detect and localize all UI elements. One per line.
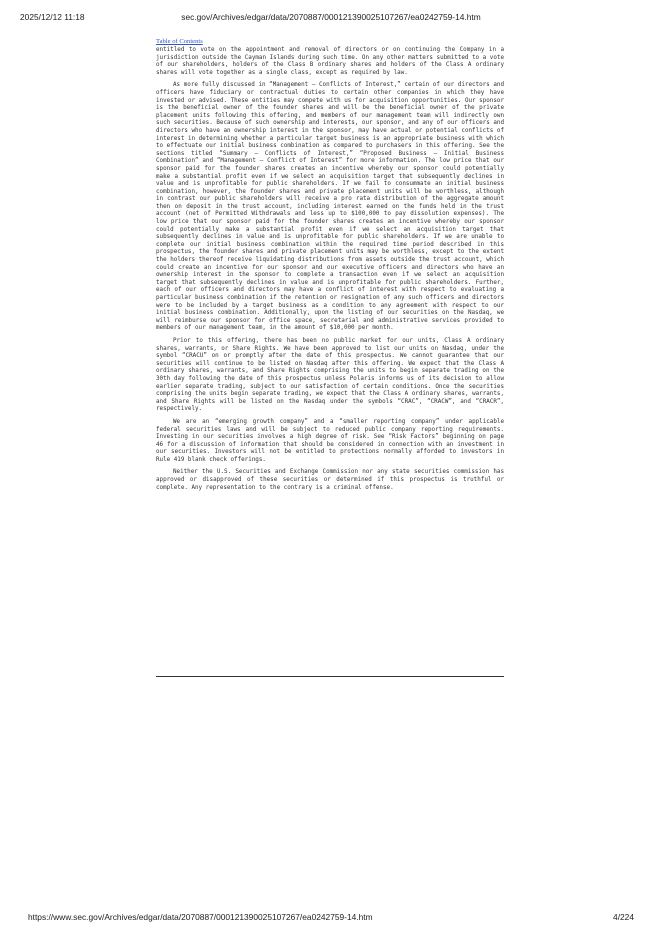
paragraph-emerging-growth: We are an “emerging growth company” and a “smaller reporting company” under applicable federal securities laws and will be subject to reduced public company reporting requirements. Investing in our securities involves a high degree of risk. See “Risk Factors” beginning on page 46 for a discussion of information that should be considered in connection with an investment in our securities. Investors will not be entitled to protections normally afforded to investors in Rule 419 blank check offerings. <box>156 418 504 463</box>
print-header <box>20 12 642 26</box>
document-body <box>156 38 504 497</box>
paragraph-market-listing: Prior to this offering, there has been no public market for our units, Class A ordinary shares, warrants, or Share Rights. We have been approved to list our units on Nasdaq, under the symbol “CRACU” on or promptly after the date of this prospectus. We cannot guarantee that our securities will continue to be listed on Nasdaq after this offering. We expect that the Class A ordinary shares, warrants, and Share Rights comprising the units to begin separate trading on the 30th day following the date of this prospectus unless Polaris informs us of its decision to allow earlier separate trading, subject to our satisfaction of certain conditions. Once the securities comprising the units begin separate trading, we expect that the Class A ordinary shares, warrants, and Share Rights will be listed on the Nasdaq under the symbols “CRAC”, “CRACW”, and “CRACR”, respectively. <box>156 337 504 413</box>
paragraph-sec-disclaimer: Neither the U.S. Securities and Exchange Commission nor any state securities commission has approved or disapproved of these securities or determined if this prospectus is truthful or complete. Any representation to the contrary is a criminal offense. <box>156 469 504 491</box>
print-url: https://www.sec.gov/Archives/edgar/data/2070887/000121390025107267/ea0242759-14.htm <box>28 912 373 922</box>
section-divider <box>156 676 504 677</box>
print-datetime: 2025/12/12 11:18 <box>20 12 85 22</box>
table-of-contents-link[interactable]: Table of Contents <box>156 38 203 45</box>
paragraph-voting-rights: entitled to vote on the appointment and removal of directors or on continuing the Company in a jurisdiction outside the Cayman Islands during such time. On any other matters submitted to a vote of our shareholders, holders of the Class B ordinary shares and holders of the Class A ordinary shares will vote together as a single class, except as required by law. <box>156 47 504 76</box>
page-indicator: 4/224 <box>613 912 634 922</box>
print-footer <box>28 912 634 926</box>
paragraph-conflicts-of-interest: As more fully discussed in “Management — Conflicts of Interest,” certain of our directors and officers have fiduciary or contractual duties to certain other companies in which they have invested or advised. These entities may compete with us for acquisition opportunities. Our sponsor is the beneficial owner of the founder shares and will be the beneficial owner of the private placement units following this offering, and members of our management team will indirectly own such securities. Because of such ownership and interests, our sponsor, and any of our officers and directors who have an ownership interest in the sponsor, may have actual or potential conflicts of interest in determining whether a particular target business is an appropriate business with which to effectuate our initial business combination as compared to purchasers in this offering. See the sections titled “Summary — Conflicts of Interest,” “Proposed Business — Initial Business Combination” and “Management — Conflict of Interest” for more information. The low price that our sponsor paid for the founder shares creates an incentive whereby our sponsor could potentially make a substantial profit even if we select an acquisition target that subsequently declines in value and is unprofitable for public shareholders. If we fail to consummate an initial business combination, however, the founder shares and private placement units will be worthless, although in contrast our public shareholders will receive a pro rata distribution of the aggregate amount then on deposit in the trust account, including interest earned on the funds held in the trust account (net of Permitted Withdrawals and less up to $100,000 to pay dissolution expenses). The low price that our sponsor paid for the founder shares creates an incentive whereby our sponsor could potentially make a substantial profit even if we select an acquisition target that subsequently declines in value and is unprofitable for public shareholders. If we are unable to complete our initial business combination within the required time period described in this prospectus, the founder shares and private placement units may be worthless, except to the extent the holders thereof receive liquidating distributions from assets outside the trust account, which could create an incentive for our sponsor and our executive officers and directors who have an ownership interest in the sponsor to complete a transaction even if we select an acquisition target that subsequently declines in value and is unprofitable for public shareholders. Further, each of our officers and directors may have a conflict of interest with respect to evaluating a particular business combination if the retention or resignation of any such officers and directors were to be included by a target business as a condition to any agreement with respect to our initial business combination. Additionally, upon the listing of our securities on the Nasdaq, we will reimburse our sponsor for office space, secretarial and administrative services provided to members of our management team, in the amount of $10,000 per month. <box>156 82 504 332</box>
print-page-title: sec.gov/Archives/edgar/data/2070887/000121390025107267/ea0242759-14.htm <box>181 12 481 22</box>
